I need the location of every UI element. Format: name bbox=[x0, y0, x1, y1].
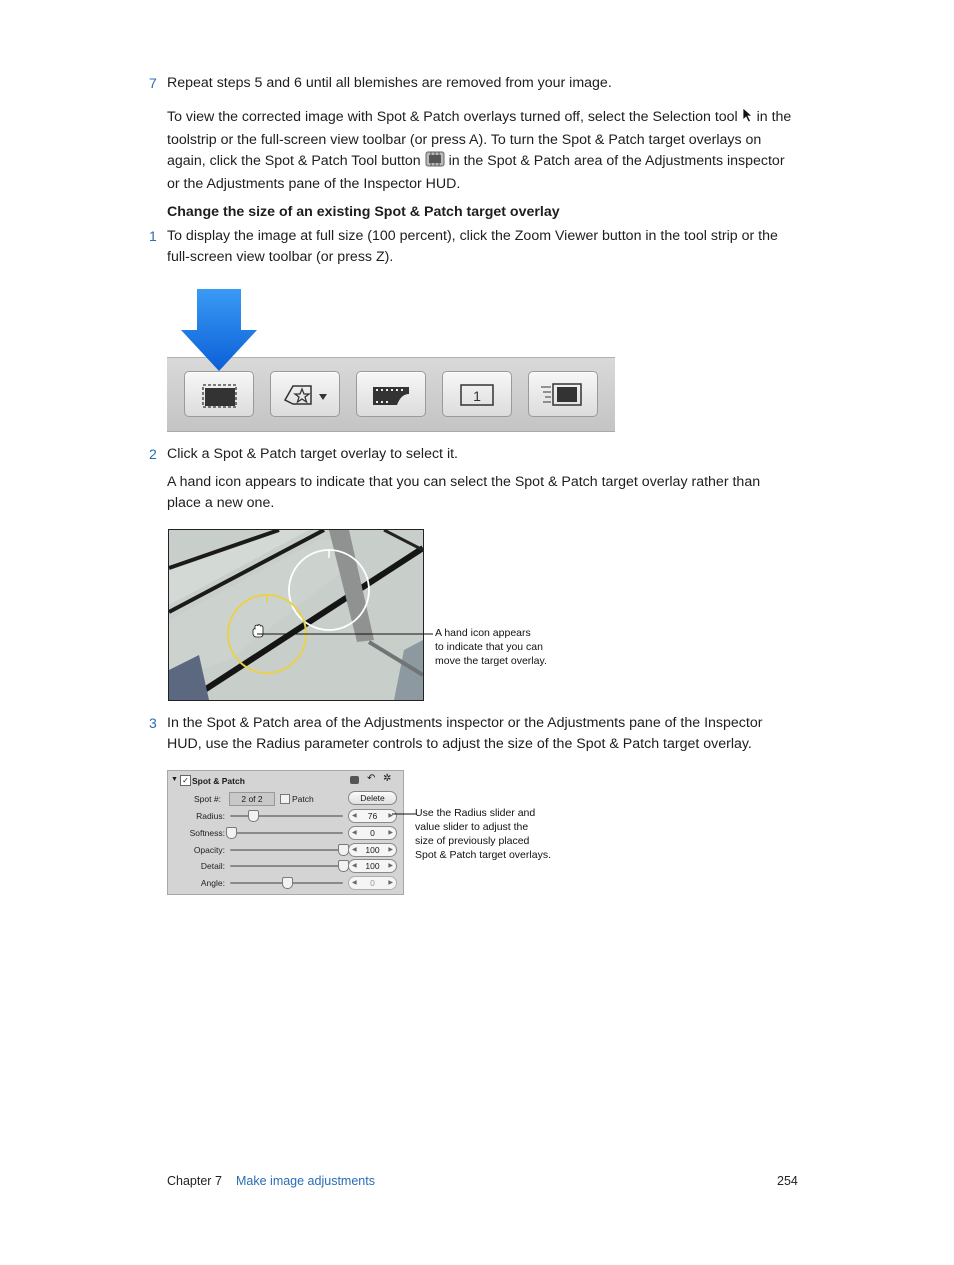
param-value: 0 bbox=[370, 878, 375, 888]
param-row bbox=[168, 809, 403, 823]
param-slider-thumb[interactable] bbox=[226, 827, 237, 839]
reset-icon[interactable]: ↶ bbox=[367, 773, 376, 784]
footer-page-number: 254 bbox=[777, 1174, 798, 1188]
callout-line-4: Spot & Patch target overlays. bbox=[415, 849, 551, 861]
spot-label: Spot #: bbox=[194, 794, 221, 804]
callout-line-3: move the target overlay. bbox=[435, 655, 547, 667]
spot-patch-tool-icon bbox=[425, 151, 445, 174]
paragraph-part: in the toolstrip or the full-screen view toolbar (or press A). To turn the Spot & Patch target overlays on again, click the Spot & Patch Tool button bbox=[167, 109, 792, 169]
callout-line-1: Use the Radius slider and bbox=[415, 807, 536, 819]
decrement-arrow-icon[interactable]: ◀ bbox=[352, 863, 357, 869]
rate-button[interactable] bbox=[270, 371, 340, 417]
increment-arrow-icon[interactable]: ▶ bbox=[388, 847, 393, 853]
param-value-slider[interactable] bbox=[348, 843, 397, 857]
callout-line bbox=[255, 628, 435, 640]
increment-arrow-icon[interactable]: ▶ bbox=[388, 830, 393, 836]
param-value: 100 bbox=[365, 845, 380, 855]
photo-image bbox=[169, 530, 423, 700]
param-row bbox=[168, 876, 403, 890]
blue-arrow-pointer bbox=[180, 289, 260, 373]
increment-arrow-icon[interactable]: ▶ bbox=[388, 813, 393, 819]
filmstrip-button[interactable] bbox=[356, 371, 426, 417]
callout-line bbox=[392, 808, 416, 820]
spot-number-field[interactable]: 2 of 2 bbox=[229, 792, 275, 806]
callout-line-1: A hand icon appears bbox=[435, 627, 531, 639]
photo-figure bbox=[168, 529, 424, 701]
param-value: 76 bbox=[367, 811, 378, 821]
param-label: Softness: bbox=[189, 828, 225, 838]
footer-chapter-title[interactable]: Make image adjustments bbox=[236, 1174, 375, 1188]
param-value-slider[interactable] bbox=[348, 809, 397, 823]
param-label: Radius: bbox=[196, 811, 225, 821]
increment-arrow-icon[interactable]: ▶ bbox=[388, 863, 393, 869]
zoom-viewer-button[interactable] bbox=[184, 371, 254, 417]
rate-icon bbox=[271, 372, 339, 416]
callout-line-2: value slider to adjust the bbox=[415, 821, 529, 833]
fullscreen-icon bbox=[529, 372, 597, 416]
param-label: Angle: bbox=[200, 878, 225, 888]
param-slider-track[interactable] bbox=[230, 865, 343, 867]
param-slider-track[interactable] bbox=[230, 849, 343, 851]
fullscreen-button[interactable] bbox=[528, 371, 598, 417]
param-value-slider[interactable] bbox=[348, 876, 397, 890]
selection-tool-icon bbox=[742, 107, 753, 130]
param-value-slider[interactable] bbox=[348, 826, 397, 840]
step-text: In the Spot & Patch area of the Adjustments inspector or the Adjustments pane of the Inspector HUD, use the Radius parameter controls to adjust the size of the Spot & Patch target overlay. bbox=[167, 715, 763, 752]
param-slider-thumb[interactable] bbox=[282, 877, 293, 889]
section-heading: Change the size of an existing Spot & Patch target overlay bbox=[167, 204, 560, 220]
paragraph-part: To view the corrected image with Spot & Patch overlays turned off, select the Selection tool bbox=[167, 109, 742, 125]
param-value: 0 bbox=[370, 828, 375, 838]
paragraph bbox=[167, 107, 792, 195]
step-number: 3 bbox=[149, 715, 157, 731]
decrement-arrow-icon[interactable]: ◀ bbox=[352, 813, 357, 819]
patch-checkbox[interactable] bbox=[280, 794, 290, 804]
param-slider-track[interactable] bbox=[230, 832, 343, 834]
decrement-arrow-icon[interactable]: ◀ bbox=[352, 830, 357, 836]
increment-arrow-icon[interactable]: ▶ bbox=[388, 880, 393, 886]
callout-line-3: size of previously placed bbox=[415, 835, 530, 847]
primary-only-icon bbox=[443, 372, 511, 416]
callout-line-2: to indicate that you can bbox=[435, 641, 543, 653]
param-label: Opacity: bbox=[193, 845, 225, 855]
step-text: Repeat steps 5 and 6 until all blemishes are removed from your image. bbox=[167, 75, 612, 91]
primary-only-label: 1 bbox=[473, 388, 481, 404]
param-row bbox=[168, 843, 403, 857]
paragraph-part: in the Spot & Patch area of the Adjustments inspector or the Adjustments pane of the Inspector HUD. bbox=[167, 153, 785, 192]
step-text: Click a Spot & Patch target overlay to select it. bbox=[167, 446, 458, 462]
param-slider-track[interactable] bbox=[230, 815, 343, 817]
param-value: 100 bbox=[365, 861, 380, 871]
step-number: 7 bbox=[149, 75, 157, 91]
patch-label: Patch bbox=[292, 794, 314, 804]
spot-patch-tool-icon[interactable] bbox=[350, 776, 359, 784]
panel-callout bbox=[415, 806, 551, 862]
paragraph: A hand icon appears to indicate that you can select the Spot & Patch target overlay rather than place a new one. bbox=[167, 474, 761, 511]
photo-callout bbox=[435, 626, 547, 668]
param-row bbox=[168, 859, 403, 873]
param-label: Detail: bbox=[200, 861, 225, 871]
filmstrip-icon bbox=[357, 372, 425, 416]
zoom-viewer-icon bbox=[185, 372, 253, 416]
step-text: To display the image at full size (100 percent), click the Zoom Viewer button in the tool strip or the full-screen view toolbar (or press Z). bbox=[167, 228, 778, 265]
disclosure-triangle-icon[interactable]: ▼ bbox=[171, 776, 178, 783]
panel-title: Spot & Patch bbox=[192, 776, 245, 786]
delete-button[interactable]: Delete bbox=[348, 791, 397, 805]
param-value-slider[interactable] bbox=[348, 859, 397, 873]
spot-patch-panel bbox=[167, 770, 404, 895]
gear-icon[interactable]: ✲ bbox=[383, 773, 392, 784]
param-slider-thumb[interactable] bbox=[248, 810, 259, 822]
footer-chapter: Chapter 7 bbox=[167, 1174, 222, 1188]
enable-checkbox[interactable]: ✓ bbox=[180, 775, 191, 786]
decrement-arrow-icon[interactable]: ◀ bbox=[352, 847, 357, 853]
primary-only-button[interactable] bbox=[442, 371, 512, 417]
param-row bbox=[168, 826, 403, 840]
decrement-arrow-icon[interactable]: ◀ bbox=[352, 880, 357, 886]
toolbar-figure bbox=[167, 289, 615, 431]
step-number: 2 bbox=[149, 446, 157, 462]
step-number: 1 bbox=[149, 228, 157, 244]
